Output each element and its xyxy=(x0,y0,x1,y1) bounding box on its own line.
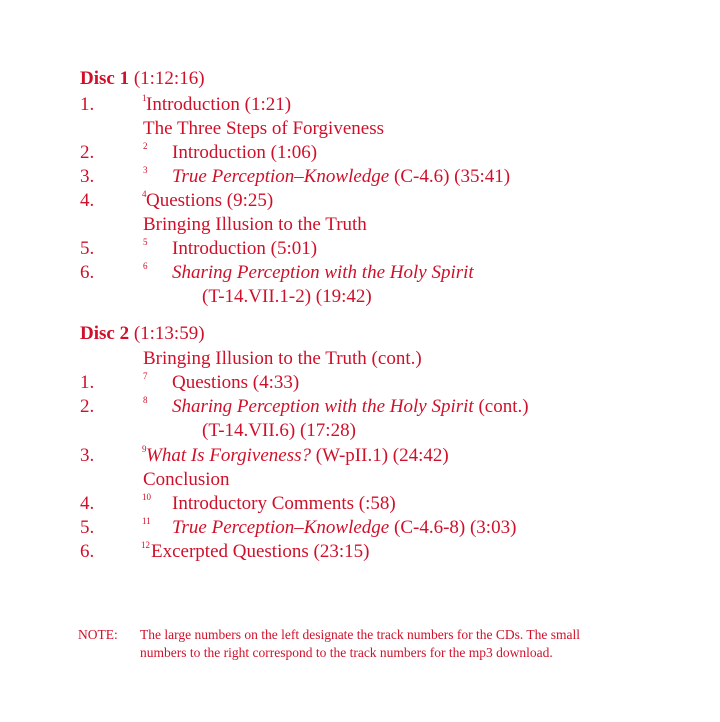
track-title: Introductory Comments (:58) xyxy=(172,493,396,514)
note-label: NOTE: xyxy=(78,627,118,642)
track-row xyxy=(0,371,720,395)
track-title-italic: True Perception–Knowledge xyxy=(172,517,390,538)
disc-1-duration: (1:12:16) xyxy=(133,68,205,89)
track-continuation xyxy=(0,419,720,443)
mp3-track-number: 9 xyxy=(142,444,147,454)
cd-track-number: 6. xyxy=(80,541,95,562)
track-row xyxy=(0,93,720,117)
cd-track-number: 6. xyxy=(80,262,95,283)
mp3-track-number: 10 xyxy=(142,492,151,502)
track-continuation xyxy=(0,285,720,309)
cd-track-number: 5. xyxy=(80,238,95,259)
section-heading: Conclusion xyxy=(143,469,230,490)
track-row xyxy=(0,237,720,261)
cd-track-number: 3. xyxy=(80,445,95,466)
track-row xyxy=(0,189,720,213)
track-title: Questions (4:33) xyxy=(172,372,300,393)
mp3-track-number: 2 xyxy=(143,141,148,151)
track-title-italic: True Perception–Knowledge xyxy=(172,166,390,187)
disc-1-heading xyxy=(80,68,205,90)
disc-1-label: Disc 1 xyxy=(80,68,130,89)
cd-track-number: 1. xyxy=(80,94,95,115)
track-reference: (T-14.VII.1-2) (19:42) xyxy=(202,286,372,307)
mp3-track-number: 11 xyxy=(142,516,151,526)
cd-track-number: 2. xyxy=(80,142,95,163)
note-line-1: The large numbers on the left designate the track numbers for the CDs. The small xyxy=(140,627,581,642)
section-heading: The Three Steps of Forgiveness xyxy=(143,118,384,139)
track-title-italic: Sharing Perception with the Holy Spirit xyxy=(172,396,474,417)
mp3-track-number: 5 xyxy=(143,237,148,247)
cd-track-number: 4. xyxy=(80,190,95,211)
section-heading: Bringing Illusion to the Truth (cont.) xyxy=(143,348,422,369)
disc-2-heading xyxy=(80,323,205,345)
track-title: Sharing Perception with the Holy Spirit xyxy=(172,262,474,283)
track-title: Introduction (1:06) xyxy=(172,142,318,163)
section-heading: Bringing Illusion to the Truth xyxy=(143,214,367,235)
track-title-rest: (C-4.6-8) (3:03) xyxy=(389,517,517,538)
cd-track-number: 5. xyxy=(80,517,95,538)
track-row xyxy=(0,395,720,419)
disc-2-duration: (1:13:59) xyxy=(133,323,205,344)
track-row xyxy=(0,141,720,165)
track-title-rest: (W-pII.1) (24:42) xyxy=(311,445,449,466)
mp3-track-number: 1 xyxy=(142,93,147,103)
track-reference: (T-14.VII.6) (17:28) xyxy=(202,420,356,441)
track-title: Introduction (5:01) xyxy=(172,238,318,259)
track-title: Excerpted Questions (23:15) xyxy=(151,541,370,562)
mp3-track-number: 6 xyxy=(143,261,148,271)
track-title xyxy=(146,444,449,468)
mp3-track-number: 8 xyxy=(143,395,148,405)
cd-track-number: 3. xyxy=(80,166,95,187)
track-row xyxy=(0,492,720,516)
track-row xyxy=(0,540,720,564)
track-title xyxy=(172,395,529,419)
disc-2-label: Disc 2 xyxy=(80,323,130,344)
mp3-track-number: 4 xyxy=(142,189,147,199)
track-title-rest: (C-4.6) (35:41) xyxy=(389,166,511,187)
track-title-italic: What Is Forgiveness? xyxy=(146,445,311,466)
cd-track-number: 4. xyxy=(80,493,95,514)
track-title: Questions (9:25) xyxy=(146,190,274,211)
track-row xyxy=(0,516,720,540)
track-row xyxy=(0,165,720,189)
track-row xyxy=(0,444,720,468)
cd-track-number: 2. xyxy=(80,396,95,417)
track-title xyxy=(172,165,510,189)
track-row xyxy=(0,261,720,285)
mp3-track-number: 7 xyxy=(143,371,148,381)
note-line-2: numbers to the right correspond to the track numbers for the mp3 download. xyxy=(140,645,553,660)
track-title: Introduction (1:21) xyxy=(146,94,292,115)
track-title xyxy=(172,516,516,540)
mp3-track-number: 12 xyxy=(141,540,150,550)
mp3-track-number: 3 xyxy=(143,165,148,175)
track-title-rest: (cont.) xyxy=(473,396,529,417)
cd-track-number: 1. xyxy=(80,372,95,393)
